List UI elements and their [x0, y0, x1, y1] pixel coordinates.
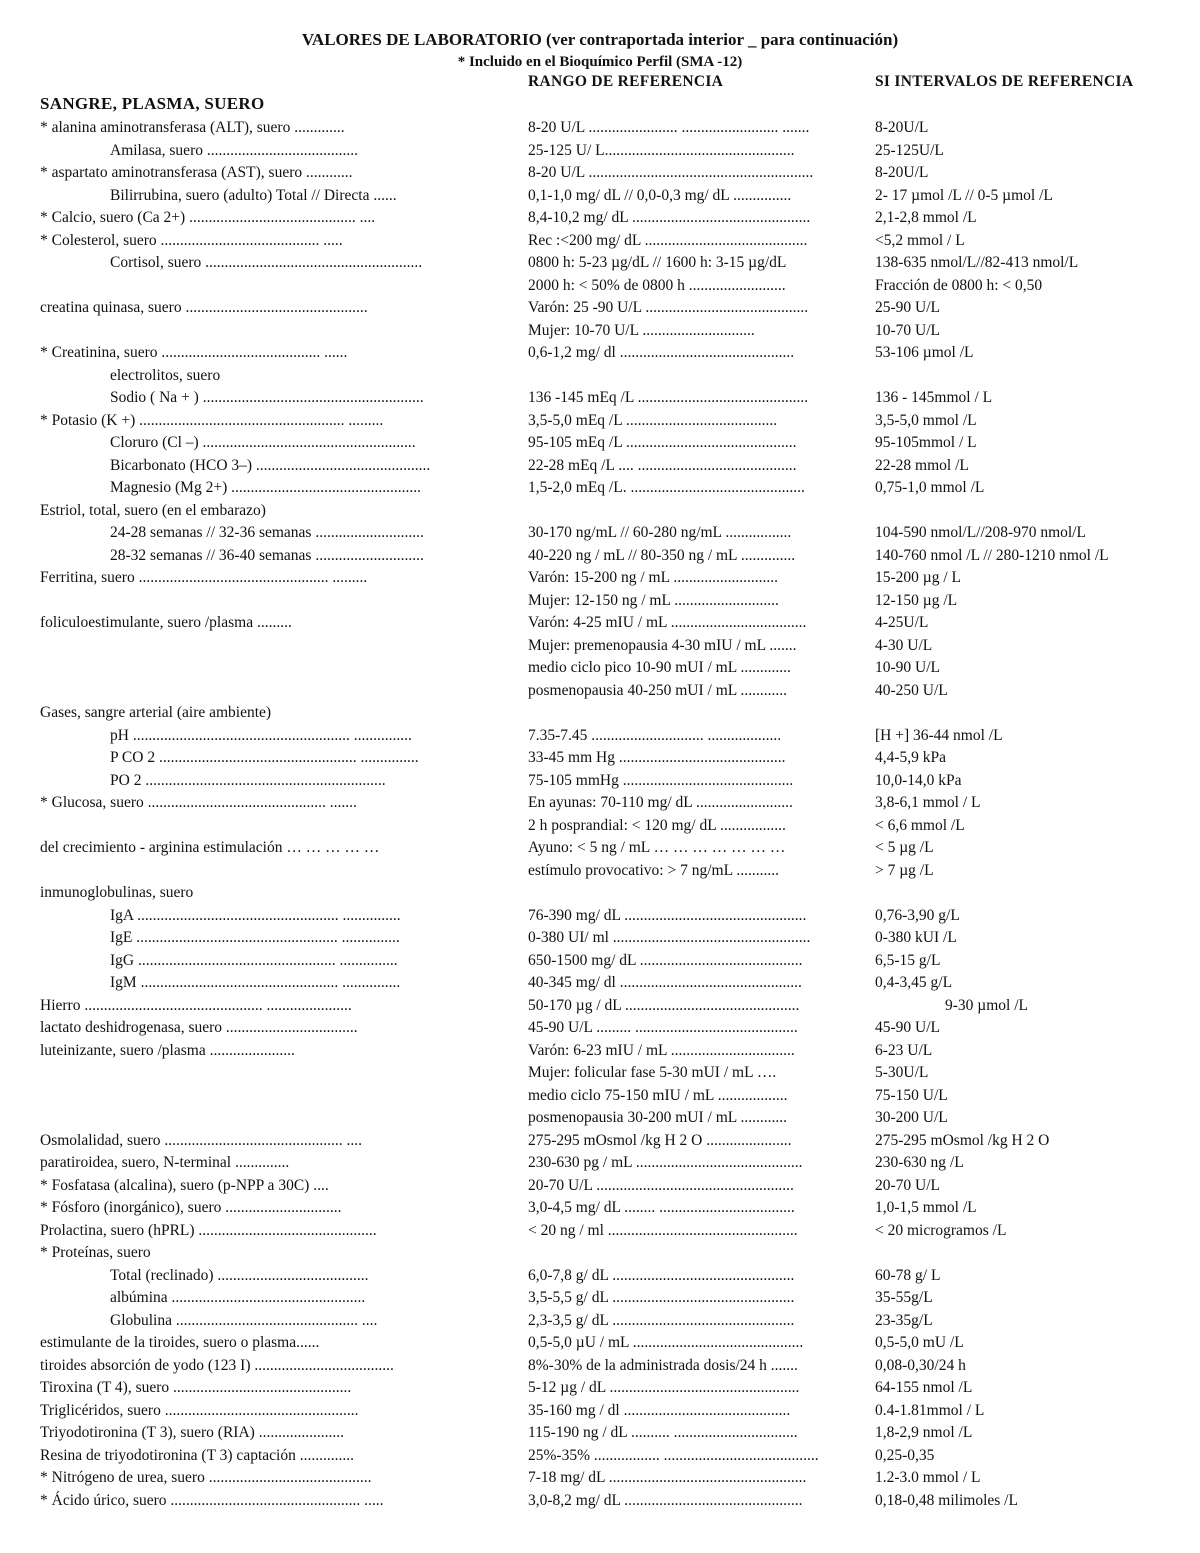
si-interval: 8-20U/L	[875, 119, 929, 136]
si-interval: 0,76-3,90 g/L	[875, 906, 960, 924]
table-row	[0, 612, 1200, 635]
si-interval: 20-70 U/L	[875, 1176, 941, 1194]
table-row	[0, 1310, 1200, 1333]
reference-range: 275-295 mOsmol /kg H 2 O ......................	[528, 1131, 792, 1149]
test-name: Triglicéridos, suero ..................................................	[40, 1401, 359, 1419]
test-name: * Nitrógeno de urea, suero ..........................................	[40, 1469, 372, 1486]
si-interval: 230-630 ng /L	[875, 1154, 964, 1171]
table-row	[0, 117, 1200, 140]
table-row	[0, 1445, 1200, 1468]
si-interval: 9-30 µmol /L	[945, 996, 1028, 1014]
reference-range: 3,5-5,0 mEq /L .......................................	[528, 411, 778, 429]
table-row	[0, 860, 1200, 883]
page-title: VALORES DE LABORATORIO (ver contraportada interior _ para continuación)	[301, 30, 899, 49]
test-name: Magnesio (Mg 2+) .................................................	[110, 479, 421, 496]
test-name: * Calcio, suero (Ca 2+) ........................................... ....	[40, 209, 376, 226]
si-interval: 12-150 µg /L	[875, 591, 958, 609]
si-interval: 22-28 mmol /L	[875, 456, 969, 474]
si-interval: 1.2-3.0 mmol / L	[875, 1469, 981, 1486]
reference-range: 40-345 mg/ dl ...............................................	[528, 974, 802, 991]
table-row	[0, 1490, 1200, 1513]
test-name: electrolitos, suero	[110, 366, 221, 384]
si-interval: 2,1-2,8 mmol /L	[875, 209, 977, 226]
test-name: 24-28 semanas // 32-36 semanas ............................	[110, 524, 424, 541]
table-row	[0, 342, 1200, 365]
test-name: pH ........................................................ ...............	[110, 726, 412, 744]
reference-range: 75-105 mmHg ............................................	[528, 771, 794, 789]
test-name: * aspartato aminotransferasa (AST), suero ............	[40, 164, 353, 181]
reference-range: 7.35-7.45 ............................. ...................	[528, 726, 782, 744]
reference-range: Rec :<200 mg/ dL ..........................................	[528, 231, 808, 249]
reference-range: < 20 ng / ml .................................................	[528, 1221, 798, 1239]
si-interval: 10,0-14,0 kPa	[875, 771, 962, 789]
table-row	[0, 230, 1200, 253]
test-name: * Proteínas, suero	[40, 1244, 151, 1261]
test-name: * Creatinina, suero ......................................... ......	[40, 344, 348, 361]
reference-range: 8-20 U/L ....................... ......................... .......	[528, 119, 810, 136]
si-interval: Fracción de 0800 h: < 0,50	[875, 276, 1043, 294]
test-name: inmunoglobulinas, suero	[40, 884, 194, 901]
reference-range: 22-28 mEq /L .... .........................................	[528, 456, 797, 474]
si-interval: 53-106 µmol /L	[875, 344, 974, 361]
test-name: Cortisol, suero ........................................................	[110, 254, 423, 271]
reference-range: 115-190 ng / dL .......... ................................	[528, 1424, 798, 1441]
test-name: Estriol, total, suero (en el embarazo)	[40, 501, 266, 519]
test-name: Hierro .............................................. ......................	[40, 996, 352, 1014]
table-row	[0, 1355, 1200, 1378]
reference-range: 30-170 ng/mL // 60-280 ng/mL .................	[528, 524, 792, 541]
test-name: Total (reclinado) .......................................	[110, 1266, 369, 1284]
reference-range: 5-12 µg / dL .................................................	[528, 1379, 800, 1396]
table-row	[0, 522, 1200, 545]
reference-range: 8-20 U/L ..........................................................	[528, 164, 814, 181]
test-name: Triyodotironina (T 3), suero (RIA) ......................	[40, 1424, 344, 1441]
table-row	[0, 1220, 1200, 1243]
table-row	[0, 207, 1200, 230]
si-interval: 64-155 nmol /L	[875, 1379, 973, 1396]
header-range: RANGO DE REFERENCIA	[528, 73, 724, 90]
table-row	[0, 410, 1200, 433]
table-row	[0, 972, 1200, 995]
table-row	[0, 927, 1200, 950]
si-interval: 45-90 U/L	[875, 1019, 941, 1036]
si-interval: 140-760 nmol /L // 280-1210 nmol /L	[875, 546, 1109, 564]
table-row	[0, 1377, 1200, 1400]
table-row	[0, 950, 1200, 973]
si-interval: < 20 microgramos /L	[875, 1221, 1007, 1239]
reference-range: 33-45 mm Hg ...........................................	[528, 749, 786, 766]
si-interval: 6-23 U/L	[875, 1041, 933, 1059]
si-interval: 138-635 nmol/L//82-413 nmol/L	[875, 254, 1079, 271]
si-interval: 0-380 kUI /L	[875, 929, 957, 946]
table-row	[0, 1242, 1200, 1265]
table-row	[0, 657, 1200, 680]
reference-range: 0,1-1,0 mg/ dL // 0,0-0,3 mg/ dL ...............	[528, 186, 792, 204]
reference-range: posmenopausia 40-250 mUI / mL ............	[528, 681, 788, 699]
reference-range: estímulo provocativo: > 7 ng/mL ...........	[528, 861, 779, 879]
reference-range: 3,0-4,5 mg/ dL ........ ...................................	[528, 1199, 795, 1216]
table-row	[0, 1107, 1200, 1130]
table-row	[0, 252, 1200, 275]
table-row	[0, 1062, 1200, 1085]
table-row	[0, 1467, 1200, 1490]
si-interval: 0,75-1,0 mmol /L	[875, 479, 985, 496]
table-row	[0, 477, 1200, 500]
reference-range: Mujer: 10-70 U/L .............................	[528, 321, 755, 339]
table-row	[0, 432, 1200, 455]
si-interval: 275-295 mOsmol /kg H 2 O	[875, 1131, 1050, 1149]
si-interval: 75-150 U/L	[875, 1086, 948, 1104]
table-row	[0, 702, 1200, 725]
table-row	[0, 1017, 1200, 1040]
si-interval: 1,0-1,5 mmol /L	[875, 1199, 977, 1216]
test-name: * Ácido úrico, suero ................................................. .....	[40, 1491, 384, 1509]
test-name: Resina de triyodotironina (T 3) captación ..............	[40, 1446, 354, 1464]
reference-range: 25-125 U/ L.................................................	[528, 141, 795, 159]
si-interval: 60-78 g/ L	[875, 1266, 941, 1284]
test-name: del crecimiento - arginina estimulación … … … … …	[40, 839, 380, 856]
test-name: * Fósforo (inorgánico), suero ..............................	[40, 1199, 342, 1216]
test-name: Ferritina, suero ................................................. .........	[40, 569, 368, 586]
test-name: PO 2 ..............................................................	[110, 771, 386, 789]
si-interval: 0,5-5,0 mU /L	[875, 1334, 964, 1351]
test-name: IgA .................................................... ...............	[110, 906, 401, 924]
si-interval: 104-590 nmol/L//208-970 nmol/L	[875, 524, 1086, 541]
test-name: albúmina ..................................................	[110, 1289, 366, 1306]
table-row	[0, 680, 1200, 703]
si-interval: 2- 17 µmol /L // 0-5 µmol /L	[875, 186, 1053, 204]
table-row	[0, 500, 1200, 523]
reference-range: medio ciclo pico 10-90 mUI / mL .............	[528, 659, 791, 676]
reference-range: 3,0-8,2 mg/ dL ..............................................	[528, 1491, 803, 1509]
test-name: lactato deshidrogenasa, suero ..................................	[40, 1019, 358, 1036]
table-row	[0, 1175, 1200, 1198]
test-name: tiroides absorción de yodo (123 I) ....................................	[40, 1356, 394, 1374]
si-interval: 40-250 U/L	[875, 681, 948, 699]
reference-range: 45-90 U/L ......... ..........................................	[528, 1019, 798, 1036]
reference-range: 35-160 mg / dl ...........................................	[528, 1401, 791, 1419]
table-row	[0, 1040, 1200, 1063]
table-row	[0, 770, 1200, 793]
table-row	[0, 905, 1200, 928]
table-row	[0, 1422, 1200, 1445]
si-interval: 0,4-3,45 g/L	[875, 974, 953, 991]
table-row	[0, 545, 1200, 568]
table-row	[0, 635, 1200, 658]
reference-range: 95-105 mEq /L ............................................	[528, 434, 797, 451]
table-row	[0, 590, 1200, 613]
si-interval: 35-55g/L	[875, 1289, 933, 1306]
si-interval: 4,4-5,9 kPa	[875, 749, 947, 766]
reference-range: 650-1500 mg/ dL ..........................................	[528, 951, 803, 969]
table-row	[0, 995, 1200, 1018]
si-interval: 136 - 145mmol / L	[875, 389, 993, 406]
si-interval: 8-20U/L	[875, 164, 929, 181]
test-name: paratiroidea, suero, N-terminal ..............	[40, 1154, 290, 1171]
reference-range: 8%-30% de la administrada dosis/24 h .......	[528, 1356, 798, 1374]
table-row	[0, 297, 1200, 320]
test-name: Bicarbonato (HCO 3–) .............................................	[110, 456, 431, 474]
reference-range: Varón: 4-25 mIU / mL ...................................	[528, 614, 807, 631]
test-name: P CO 2 ................................................... ...............	[110, 749, 419, 766]
reference-range: posmenopausia 30-200 mUI / mL ............	[528, 1109, 788, 1126]
table-row	[0, 747, 1200, 770]
test-name: * alanina aminotransferasa (ALT), suero .............	[40, 119, 345, 136]
reference-range: Mujer: 12-150 ng / mL ...........................	[528, 591, 779, 609]
test-name: Bilirrubina, suero (adulto) Total // Directa ......	[110, 186, 397, 204]
test-name: Globulina ............................................... ....	[110, 1311, 378, 1329]
reference-range: 0,6-1,2 mg/ dl .............................................	[528, 344, 795, 361]
page-subtitle: * Incluido en el Bioquímico Perfil (SMA -12)	[457, 54, 743, 70]
reference-range: En ayunas: 70-110 mg/ dL .........................	[528, 794, 793, 811]
si-interval: 25-125U/L	[875, 141, 944, 159]
si-interval: 0.4-1.81mmol / L	[875, 1401, 985, 1419]
test-name: foliculoestimulante, suero /plasma .........	[40, 614, 292, 631]
test-name: estimulante de la tiroides, suero o plasma......	[40, 1334, 320, 1351]
reference-range: Mujer: folicular fase 5-30 mUI / mL ….	[528, 1064, 777, 1081]
reference-range: 0-380 UI/ ml ...................................................	[528, 929, 811, 946]
test-name: * Glucosa, suero .............................................. .......	[40, 794, 357, 811]
table-row	[0, 140, 1200, 163]
si-interval: 1,8-2,9 nmol /L	[875, 1424, 973, 1441]
reference-range: 3,5-5,5 g/ dL ...............................................	[528, 1289, 795, 1306]
table-row	[0, 455, 1200, 478]
reference-range: 2,3-3,5 g/ dL ...............................................	[528, 1311, 795, 1329]
si-interval: 23-35g/L	[875, 1311, 933, 1329]
table-row	[0, 275, 1200, 298]
si-interval: 0,18-0,48 milimoles /L	[875, 1491, 1018, 1509]
reference-range: 76-390 mg/ dL ...............................................	[528, 906, 807, 924]
si-interval: 5-30U/L	[875, 1064, 929, 1081]
table-row	[0, 1332, 1200, 1355]
test-name: Gases, sangre arterial (aire ambiente)	[40, 704, 272, 721]
reference-range: 0800 h: 5-23 µg/dL // 1600 h: 3-15 µg/dL	[528, 254, 787, 271]
table-row	[0, 792, 1200, 815]
reference-range: Ayuno: < 5 ng / mL … … … … … … …	[528, 839, 786, 856]
si-interval: > 7 µg /L	[875, 861, 934, 879]
reference-range: Varón: 15-200 ng / mL ...........................	[528, 569, 778, 586]
si-interval: 3,5-5,0 mmol /L	[875, 411, 977, 429]
table-row	[0, 162, 1200, 185]
reference-range: 2000 h: < 50% de 0800 h .........................	[528, 276, 786, 294]
table-row	[0, 1265, 1200, 1288]
reference-range: 8,4-10,2 mg/ dL ..............................................	[528, 209, 811, 226]
table-row	[0, 837, 1200, 860]
table-row	[0, 1085, 1200, 1108]
reference-range: Varón: 6-23 mIU / mL ................................	[528, 1041, 795, 1059]
test-name: Tiroxina (T 4), suero ..............................................	[40, 1379, 352, 1396]
test-name: Cloruro (Cl –) .......................................................	[110, 434, 416, 451]
table-row	[0, 185, 1200, 208]
si-interval: 0,08-0,30/24 h	[875, 1356, 966, 1374]
reference-range: 1,5-2,0 mEq /L. .............................................	[528, 479, 805, 496]
table-row	[0, 1287, 1200, 1310]
header-si: SI INTERVALOS DE REFERENCIA	[875, 73, 1134, 90]
test-name: IgG ................................................... ...............	[110, 951, 398, 969]
section-heading: SANGRE, PLASMA, SUERO	[40, 94, 265, 113]
reference-range: 40-220 ng / mL // 80-350 ng / mL ..............	[528, 546, 796, 564]
test-name: 28-32 semanas // 36-40 semanas ............................	[110, 546, 424, 564]
si-interval: 25-90 U/L	[875, 299, 941, 316]
table-row	[0, 815, 1200, 838]
si-interval: 0,25-0,35	[875, 1446, 935, 1464]
reference-range: medio ciclo 75-150 mIU / mL ..................	[528, 1086, 788, 1104]
table-row	[0, 365, 1200, 388]
si-interval: 6,5-15 g/L	[875, 951, 941, 969]
reference-range: 136 -145 mEq /L ............................................	[528, 389, 809, 406]
reference-range: Mujer: premenopausia 4-30 mIU / mL .......	[528, 636, 797, 654]
si-interval: 10-90 U/L	[875, 659, 941, 676]
table-row	[0, 1130, 1200, 1153]
table-row	[0, 1152, 1200, 1175]
reference-range: 0,5-5,0 µU / mL ............................................	[528, 1334, 804, 1351]
si-interval: 3,8-6,1 mmol / L	[875, 794, 981, 811]
si-interval: 15-200 µg / L	[875, 569, 961, 586]
table-row	[0, 725, 1200, 748]
test-name: * Fosfatasa (alcalina), suero (p-NPP a 30C) ....	[40, 1176, 329, 1194]
test-name: Amilasa, suero .......................................	[110, 141, 358, 159]
si-interval: <5,2 mmol / L	[875, 231, 965, 249]
table-row	[0, 387, 1200, 410]
reference-range: 50-170 µg / dL .............................................	[528, 996, 800, 1014]
table-row	[0, 882, 1200, 905]
si-interval: [H +] 36-44 nmol /L	[875, 726, 1003, 744]
reference-range: 7-18 mg/ dL ...................................................	[528, 1469, 807, 1486]
si-interval: 30-200 U/L	[875, 1109, 948, 1126]
test-name: * Colesterol, suero ......................................... .....	[40, 231, 343, 249]
si-interval: < 6,6 mmol /L	[875, 816, 965, 834]
test-name: luteinizante, suero /plasma ......................	[40, 1041, 295, 1059]
test-name: IgE .................................................... ...............	[110, 929, 400, 946]
reference-range: 230-630 pg / mL ...........................................	[528, 1154, 803, 1171]
test-name: Sodio ( Na + ) .........................................................	[110, 389, 424, 406]
si-interval: 4-30 U/L	[875, 636, 933, 654]
test-name: IgM ................................................... ...............	[110, 974, 401, 991]
si-interval: < 5 µg /L	[875, 839, 934, 856]
table-row	[0, 567, 1200, 590]
test-name: Prolactina, suero (hPRL) ..............................................	[40, 1221, 377, 1239]
reference-range: 25%-35% ................. ........................................	[528, 1446, 819, 1464]
test-name: creatina quinasa, suero ...............................................	[40, 299, 368, 316]
table-row	[0, 1197, 1200, 1220]
reference-range: 6,0-7,8 g/ dL ...............................................	[528, 1266, 795, 1284]
reference-range: 20-70 U/L ...................................................	[528, 1176, 794, 1194]
table-row	[0, 320, 1200, 343]
reference-range: 2 h posprandial: < 120 mg/ dL .................	[528, 816, 786, 834]
table-row	[0, 1400, 1200, 1423]
si-interval: 10-70 U/L	[875, 321, 941, 339]
reference-range: Varón: 25 -90 U/L ..........................................	[528, 299, 809, 316]
test-name: Osmolalidad, suero .............................................. ....	[40, 1131, 363, 1149]
si-interval: 4-25U/L	[875, 614, 929, 631]
si-interval: 95-105mmol / L	[875, 434, 977, 451]
test-name: * Potasio (K +) ..................................................... .........	[40, 411, 384, 429]
lab-values-table	[0, 117, 1200, 1512]
